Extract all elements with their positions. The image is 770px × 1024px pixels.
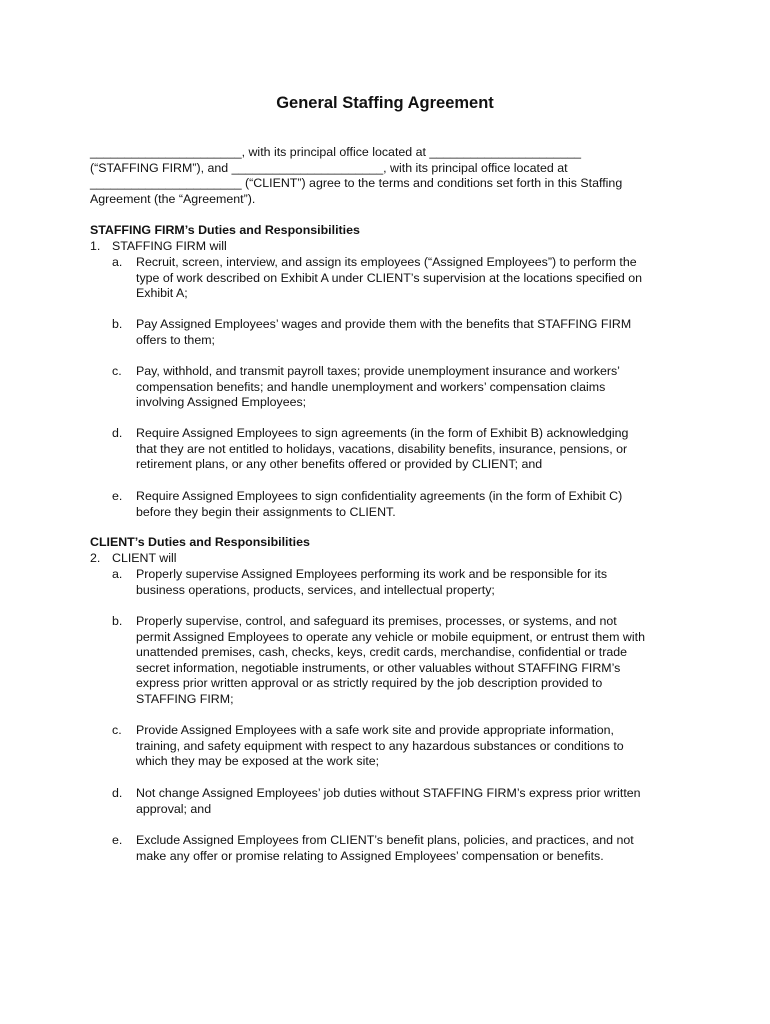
item-line: Exhibit A; [136,286,188,301]
item-text [136,614,682,708]
item-letter: c. [112,364,122,378]
item-line: unattended premises, cash, checks, keys, credit cards, merchandise, confidential or trade [136,645,628,660]
item-line: Require Assigned Employees to sign confidentiality agreements (in the form of Exhibit C) [136,489,623,503]
section-heading-client: CLIENT’s Duties and Responsibilities [90,535,310,549]
intro-line: ______________________, with its principal office located at ______________________ [90,145,581,159]
item-line: express prior written approval or as strictly required by the job description provided to [136,676,603,691]
item-text [136,255,682,302]
item-text [136,833,682,864]
item-line: business operations, products, services, and intellectual property; [136,582,495,597]
item-letter: b. [112,614,123,628]
item-line: secret information, negotiable instruments, or other valuables without STAFFING FIRM’s [136,660,621,675]
list-item [112,833,682,864]
item-text [136,786,682,817]
item-line: Not change Assigned Employees’ job duties without STAFFING FIRM’s express prior written [136,786,641,800]
section-lead-client [90,551,177,567]
item-letter: a. [112,567,123,581]
item-text [136,364,682,411]
section-lead-text: STAFFING FIRM will [112,239,227,253]
item-line: Pay, withhold, and transmit payroll taxes; provide unemployment insurance and workers’ [136,364,620,378]
list-item [112,489,682,520]
document-title: General Staffing Agreement [276,94,494,112]
list-item [112,723,682,770]
intro-paragraph [90,145,690,207]
item-line: compensation benefits; and handle unemployment and workers’ compensation claims [136,379,606,394]
item-line: Properly supervise Assigned Employees performing its work and be responsible for its [136,567,608,581]
item-letter: d. [112,786,123,800]
item-line: Pay Assigned Employees’ wages and provide them with the benefits that STAFFING FIRM [136,317,632,331]
list-item [112,255,682,302]
item-line: approval; and [136,801,212,816]
item-text [136,426,682,473]
item-line: make any offer or promise relating to Assigned Employees’ compensation or benefits. [136,848,604,863]
item-line: training, and safety equipment with respect to any hazardous substances or conditions to [136,738,624,753]
item-line: before they begin their assignments to CLIENT. [136,504,396,519]
item-line: Provide Assigned Employees with a safe work site and provide appropriate information, [136,723,614,737]
section-lead-text: CLIENT will [112,551,177,565]
item-line: involving Assigned Employees; [136,395,307,410]
item-line: retirement plans, or any other benefits offered or provided by CLIENT; and [136,457,543,472]
item-letter: b. [112,317,123,331]
section-number: 1. [90,239,101,253]
item-line: Properly supervise, control, and safeguard its premises, processes, or systems, and not [136,614,617,628]
item-line: permit Assigned Employees to operate any vehicle or mobile equipment, or entrust them with [136,629,645,644]
list-item [112,614,682,708]
item-line: type of work described on Exhibit A under CLIENT’s supervision at the locations specified on [136,270,643,285]
item-line: which they may be exposed at the work site; [136,754,380,769]
list-item [112,364,682,411]
item-letter: e. [112,489,123,503]
item-text [136,317,682,348]
item-text [136,489,682,520]
intro-line: (“STAFFING FIRM”), and ______________________, with its principal office located at [90,160,568,175]
item-letter: d. [112,426,123,440]
item-letter: e. [112,833,123,847]
intro-line: ______________________ (“CLIENT”) agree to the terms and conditions set forth in this Staffing [90,176,623,191]
section-lead-staffing-firm [90,239,227,255]
section-heading-staffing-firm: STAFFING FIRM’s Duties and Responsibilities [90,223,360,237]
list-item [112,317,682,348]
item-letter: c. [112,723,122,737]
list-item [112,426,682,473]
item-line: STAFFING FIRM; [136,691,234,706]
item-letter: a. [112,255,123,269]
intro-line: Agreement (the “Agreement”). [90,191,256,206]
item-text [136,567,682,598]
item-line: that they are not entitled to holidays, vacations, disability benefits, insurance, pensions, or [136,441,628,456]
item-line: Require Assigned Employees to sign agreements (in the form of Exhibit B) acknowledging [136,426,629,440]
item-line: offers to them; [136,332,215,347]
list-item [112,786,682,817]
item-line: Recruit, screen, interview, and assign its employees (“Assigned Employees”) to perform the [136,255,637,269]
item-text [136,723,682,770]
item-line: Exclude Assigned Employees from CLIENT’s benefit plans, policies, and practices, and not [136,833,634,847]
list-item [112,567,682,598]
section-number: 2. [90,551,101,565]
